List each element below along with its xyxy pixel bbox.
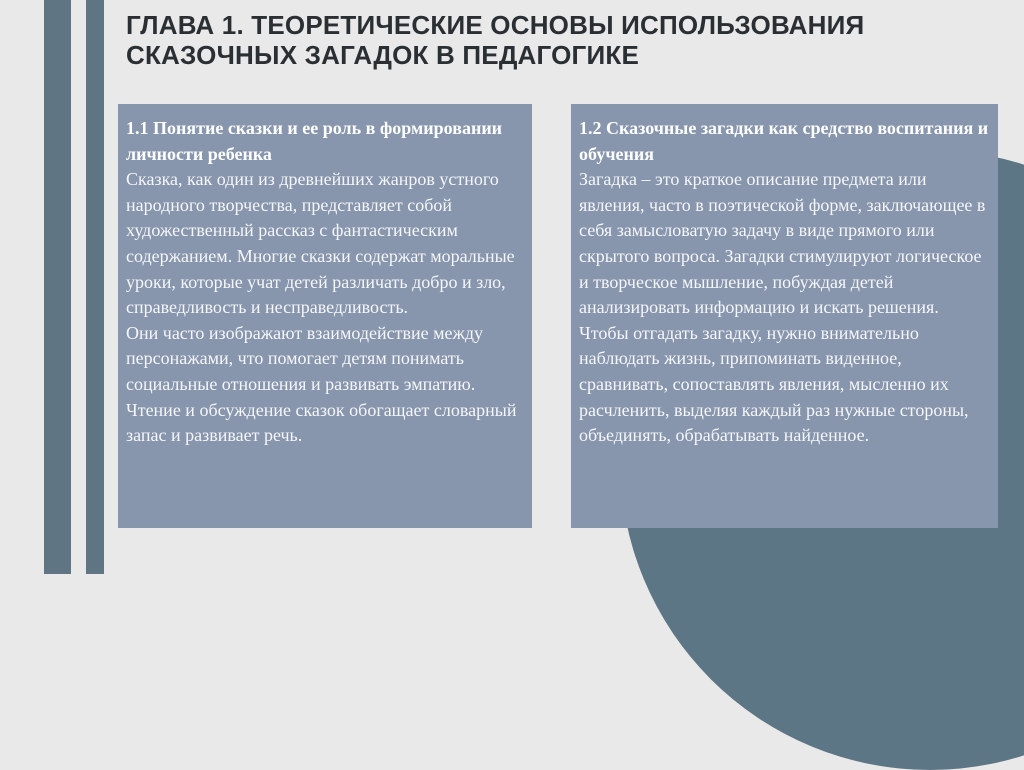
slide-title: ГЛАВА 1. ТЕОРЕТИЧЕСКИЕ ОСНОВЫ ИСПОЛЬЗОВАНИЯ СКАЗОЧНЫХ ЗАГАДОК В ПЕДАГОГИКЕ <box>126 10 865 70</box>
section-paragraph: Сказка, как один из древнейших жанров устного народного творчества, представляет собой художественный рассказ с фантастическим содержанием. Многие сказки содержат моральные уроки, которые учат детей различать добро и зло, справедливость и несправедливость. <box>126 169 515 318</box>
section-paragraph: Загадка – это краткое описание предмета или явления, часто в поэтической форме, заключающее в себя замысловатую задачу в виде прямого или скрытого вопроса. Загадки стимулируют логическое и творческое мышление, побуждая детей анализировать информацию и искать решения. Чтобы отгадать загадку, нужно внимательно наблюдать жизнь, припоминать виденное, сравнивать, сопоставлять явления, мысленно их расчленить, выделяя каждый раз нужные стороны, объединять, обрабатывать найденное. <box>579 169 986 446</box>
decorative-stripe-narrow <box>86 0 104 574</box>
section-heading: 1.1 Понятие сказки и ее роль в формировании личности ребенка <box>126 118 503 164</box>
section-paragraph: Они часто изображают взаимодействие между персонажами, что помогает детям понимать социальные отношения и развивать эмпатию. <box>126 322 484 394</box>
section-paragraph: Чтение и обсуждение сказок обогащает словарный запас и развивает речь. <box>126 399 517 446</box>
decorative-stripe-wide <box>44 0 71 574</box>
section-heading: 1.2 Сказочные загадки как средство воспитания и обучения <box>579 118 989 164</box>
section-box-fairy-tale <box>118 104 532 528</box>
section-box-riddles <box>571 104 998 528</box>
